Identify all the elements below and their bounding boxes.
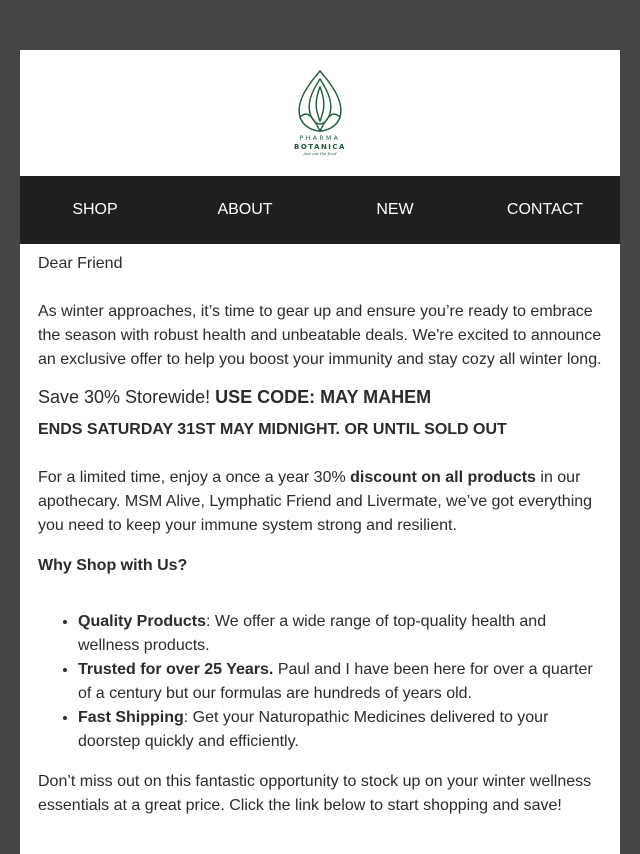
nav-new[interactable]: NEW (376, 201, 414, 218)
email-card (20, 50, 620, 854)
save-headline (38, 384, 602, 410)
nav-contact[interactable]: CONTACT (506, 201, 584, 218)
nav-shop[interactable]: SHOP (72, 201, 118, 218)
reasons-list (38, 610, 602, 754)
reason-sep: : (183, 709, 193, 726)
reason-title: Quality Products (78, 613, 207, 630)
brand-line1: PHARMA (299, 135, 341, 142)
offer-paragraph (38, 466, 602, 538)
closing-paragraph: Don’t miss out on this fantastic opportunity to stock up on your winter wellness essentials at a great price. Click the link below to start shopping and save! (38, 773, 592, 814)
offer-text-a: For a limited time, enjoy a once a year 30% (38, 469, 351, 486)
lotus-logo-icon (290, 69, 350, 135)
offer-bold: discount on all products (350, 469, 536, 486)
reason-text: Get your Naturopathic Medicines delivered to your doorstep quickly and efficiently. (78, 709, 549, 750)
reason-text: Paul and I have been here for over a quarter of a century but our formulas are hundreds of years old. (78, 661, 593, 702)
list-item (78, 658, 602, 706)
brand-line2: BOTANICA (294, 143, 346, 151)
reason-sep: : (206, 613, 215, 630)
nav-bar (20, 176, 620, 244)
save-prefix: Save 30% Storewide! (38, 387, 216, 407)
reason-title: Fast Shipping (78, 709, 184, 726)
list-item (78, 706, 602, 754)
why-title: Why Shop with Us? (38, 557, 188, 574)
greeting: Dear Friend (38, 255, 123, 272)
logo[interactable] (20, 50, 620, 176)
promo-code: USE CODE: MAY MAHEM (215, 387, 432, 407)
offer-text-b: in our apothecary. MSM Alive, Lymphatic Friend and Livermate, we’ve got everything you need to keep your immune system strong and resilient. (38, 469, 593, 534)
email-body (20, 244, 620, 818)
ends-notice: ENDS SATURDAY 31ST MAY MIDNIGHT. OR UNTIL SOLD OUT (38, 421, 507, 438)
list-item (78, 610, 602, 658)
reason-title: Trusted for over 25 Years. (78, 661, 274, 678)
brand-tagline: just eat the food (303, 151, 337, 156)
intro-paragraph: As winter approaches, it’s time to gear up and ensure you’re ready to embrace the season with robust health and unbeatable deals. We're excited to announce an exclusive offer to help you boost your immunity and stay cozy all winter long. (38, 303, 602, 368)
reason-text: We offer a wide range of top-quality health and wellness products. (78, 613, 547, 654)
nav-about[interactable]: ABOUT (217, 201, 273, 218)
